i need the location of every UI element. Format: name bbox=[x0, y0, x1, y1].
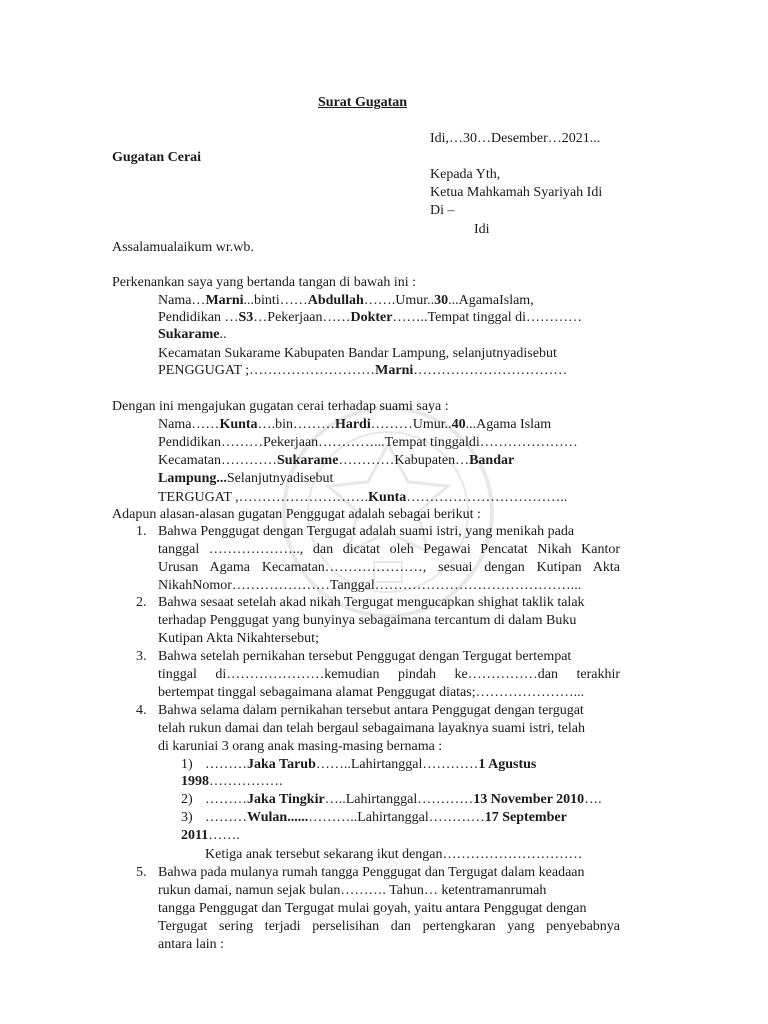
defendant-alias-label: TERGUGAT ,………………………. bbox=[158, 490, 369, 505]
reason-2-number: 2. bbox=[136, 595, 147, 610]
plaintiff-job: Dokter bbox=[350, 310, 393, 325]
child-2-birth-label: …..Lahirtanggal………… bbox=[324, 792, 474, 807]
defendant-alias: Kunta bbox=[368, 490, 407, 505]
plaintiff-line-4: Kecamatan Sukarame Kabupaten Bandar Lampung, selanjutnyadisebut bbox=[158, 346, 557, 361]
reason-5-line-3: tangga Penggugat dan Tergugat mulai goyah, yaitu antara Penggugat dengan bbox=[158, 901, 587, 916]
defendant-line-1 bbox=[158, 416, 551, 433]
defendant-district-label: Kecamatan………… bbox=[158, 453, 277, 468]
plaintiff-line-1 bbox=[158, 292, 534, 309]
place-date: Idi,…30…Desember…2021... bbox=[430, 131, 601, 146]
reason-5-line-2: rukun damai, namun sejak bulan………. Tahun… ketentramanrumah bbox=[158, 883, 547, 898]
plaintiff-edu-label: Pendidikan … bbox=[158, 310, 239, 325]
defendant-regency-label: …………Kabupaten… bbox=[338, 453, 470, 468]
reason-5-line-1: Bahwa pada mulanya rumah tangga Penggugat dan Tergugat dalam keadaan bbox=[158, 865, 585, 880]
plaintiff-binti: ...binti…… bbox=[243, 293, 308, 308]
child-1-name: Jaka Tarub bbox=[247, 757, 316, 772]
child-3-number: 3) bbox=[181, 810, 193, 825]
plaintiff-alias-label: PENGGUGAT ;……………………… bbox=[158, 363, 376, 378]
reason-1-number: 1. bbox=[136, 524, 147, 539]
reason-2-line-3: Kutipan Akta Nikahtersebut; bbox=[158, 631, 319, 646]
plaintiff-residence-label: ……..Tempat tinggal di………… bbox=[392, 310, 583, 325]
defendant-district: Sukarame bbox=[276, 453, 339, 468]
child-2-name: Jaka Tingkir bbox=[247, 792, 325, 807]
child-3-trail: ……. bbox=[208, 828, 240, 843]
recipient-line-3: Di – bbox=[430, 203, 455, 218]
plaintiff-place-trail: .. bbox=[219, 327, 227, 342]
plaintiff-line-2 bbox=[158, 309, 582, 326]
reason-1-line-3: Urusan Agama Kecamatan…………………, sesuai dengan Kutipan Akta bbox=[158, 560, 620, 575]
plaintiff-alias-trail: …………………………… bbox=[413, 363, 568, 378]
defendant-regency-cont: Lampung... bbox=[158, 471, 227, 486]
defendant-regency: Bandar bbox=[469, 453, 515, 468]
reason-4-line-2: telah rukun damai dan telah bergaul sebagaimana layaknya suami istri, telah bbox=[158, 721, 585, 736]
recipient-line-1: Kepada Yth, bbox=[430, 167, 501, 182]
reason-1-line-4: NikahNomor…………………Tanggal……………………………………... bbox=[158, 578, 582, 593]
child-1-birth-date: 1 Agustus bbox=[478, 757, 537, 772]
reason-3-number: 3. bbox=[136, 649, 147, 664]
against-line: Dengan ini mengajukan gugatan cerai terhadap suami saya : bbox=[112, 399, 449, 414]
child-3-pre: ……… bbox=[205, 810, 247, 825]
defendant-hereinafter: Selanjutnyadisebut bbox=[226, 471, 334, 486]
plaintiff-age-label: …….Umur.. bbox=[363, 293, 435, 308]
defendant-age-label: ………Umur.. bbox=[370, 417, 452, 432]
child-1-birth-year: 1998 bbox=[181, 774, 209, 789]
plaintiff-name: Marni bbox=[205, 293, 244, 308]
child-1-number: 1) bbox=[181, 757, 193, 772]
defendant-father: Hardi bbox=[334, 417, 371, 432]
defendant-bin: ….bin……… bbox=[257, 417, 335, 432]
defendant-religion: ...Agama Islam bbox=[465, 417, 552, 432]
plaintiff-place: Sukarame bbox=[158, 327, 220, 342]
plaintiff-name-label: Nama… bbox=[158, 293, 206, 308]
recipient-line-4: Idi bbox=[474, 222, 490, 237]
plaintiff-religion: ...AgamaIslam, bbox=[448, 293, 534, 308]
defendant-age: 40 bbox=[451, 417, 466, 432]
defendant-line-5 bbox=[158, 489, 567, 506]
reason-4-number: 4. bbox=[136, 703, 147, 718]
defendant-line-4 bbox=[158, 470, 333, 487]
greeting: Assalamualaikum wr.wb. bbox=[112, 240, 254, 255]
defendant-alias-trail: …………………………….. bbox=[406, 490, 568, 505]
reason-5-line-5: antara lain : bbox=[158, 937, 225, 952]
child-2-birth-date: 13 November 2010 bbox=[473, 792, 585, 807]
reason-5-line-4: Tergugat sering terjadi perselisihan dan pertengkaran yang penyebabnya bbox=[158, 919, 620, 934]
reason-1-line-2: tanggal ……………….., dan dicatat oleh Pegawai Pencatat Nikah Kantor bbox=[158, 542, 620, 557]
intro-line: Perkenankan saya yang bertanda tangan di bawah ini : bbox=[112, 275, 417, 290]
reason-2-line-2: terhadap Penggugat yang bunyinya sebagaimana tercantum di dalam Buku bbox=[158, 613, 577, 628]
reasons-intro: Adapun alasan-alasan gugatan Penggugat adalah sebagai berikut : bbox=[112, 507, 481, 522]
plaintiff-line-3 bbox=[158, 326, 226, 343]
document-title: Surat Gugatan bbox=[318, 95, 408, 110]
children-note: Ketiga anak tersebut sekarang ikut dengan………………………… bbox=[205, 847, 583, 862]
subject-line: Gugatan Cerai bbox=[112, 150, 202, 165]
defendant-line-3 bbox=[158, 452, 514, 469]
defendant-name-label: Nama…… bbox=[158, 417, 220, 432]
child-3-name: Wulan...... bbox=[247, 810, 309, 825]
child-1-line-1 bbox=[205, 756, 536, 773]
plaintiff-alias: Marni bbox=[375, 363, 414, 378]
child-3-birth-date: 17 September bbox=[484, 810, 567, 825]
child-1-line-2 bbox=[181, 773, 283, 790]
reason-5-number: 5. bbox=[136, 865, 147, 880]
reason-4-line-1: Bahwa selama dalam pernikahan tersebut antara Penggugat dengan tergugat bbox=[158, 703, 584, 718]
child-1-pre: ……… bbox=[205, 757, 247, 772]
plaintiff-line-5 bbox=[158, 362, 567, 379]
reason-3-line-2: tinggal di…………………kemudian pindah ke……………dan terakhir bbox=[158, 667, 620, 682]
child-2-trail: …. bbox=[584, 792, 602, 807]
child-1-trail: ……………. bbox=[209, 774, 283, 789]
child-3-line-2 bbox=[181, 827, 240, 844]
defendant-name: Kunta bbox=[219, 417, 258, 432]
child-2-pre: ……… bbox=[205, 792, 247, 807]
reason-1-line-1: Bahwa Penggugat dengan Tergugat adalah suami istri, yang menikah pada bbox=[158, 524, 575, 539]
child-2-number: 2) bbox=[181, 792, 193, 807]
child-3-birth-label: ………..Lahirtanggal………… bbox=[308, 810, 485, 825]
reason-2-line-1: Bahwa sesaat setelah akad nikah Tergugat mengucapkan shighat taklik talak bbox=[158, 595, 585, 610]
plaintiff-education: S3 bbox=[238, 310, 254, 325]
reason-4-line-3: di karuniai 3 orang anak masing-masing bernama : bbox=[158, 739, 443, 754]
plaintiff-age: 30 bbox=[434, 293, 449, 308]
child-3-line-1 bbox=[205, 809, 567, 826]
reason-3-line-3: bertempat tinggal sebagaimana alamat Penggugat diatas;…………………... bbox=[158, 685, 585, 700]
child-2-line-1 bbox=[205, 791, 602, 808]
plaintiff-father: Abdullah bbox=[307, 293, 364, 308]
child-1-birth-label: ……..Lahirtanggal………… bbox=[315, 757, 479, 772]
defendant-line-2: Pendidikan………Pekerjaan…………...Tempat tinggaldi………………… bbox=[158, 435, 578, 450]
recipient-line-2: Ketua Mahkamah Syariyah Idi bbox=[430, 185, 603, 200]
reason-3-line-1: Bahwa setelah pernikahan tersebut Penggugat dengan Tergugat bertempat bbox=[158, 649, 572, 664]
plaintiff-job-label: …Pekerjaan…… bbox=[253, 310, 351, 325]
child-3-birth-year: 2011 bbox=[181, 828, 209, 843]
